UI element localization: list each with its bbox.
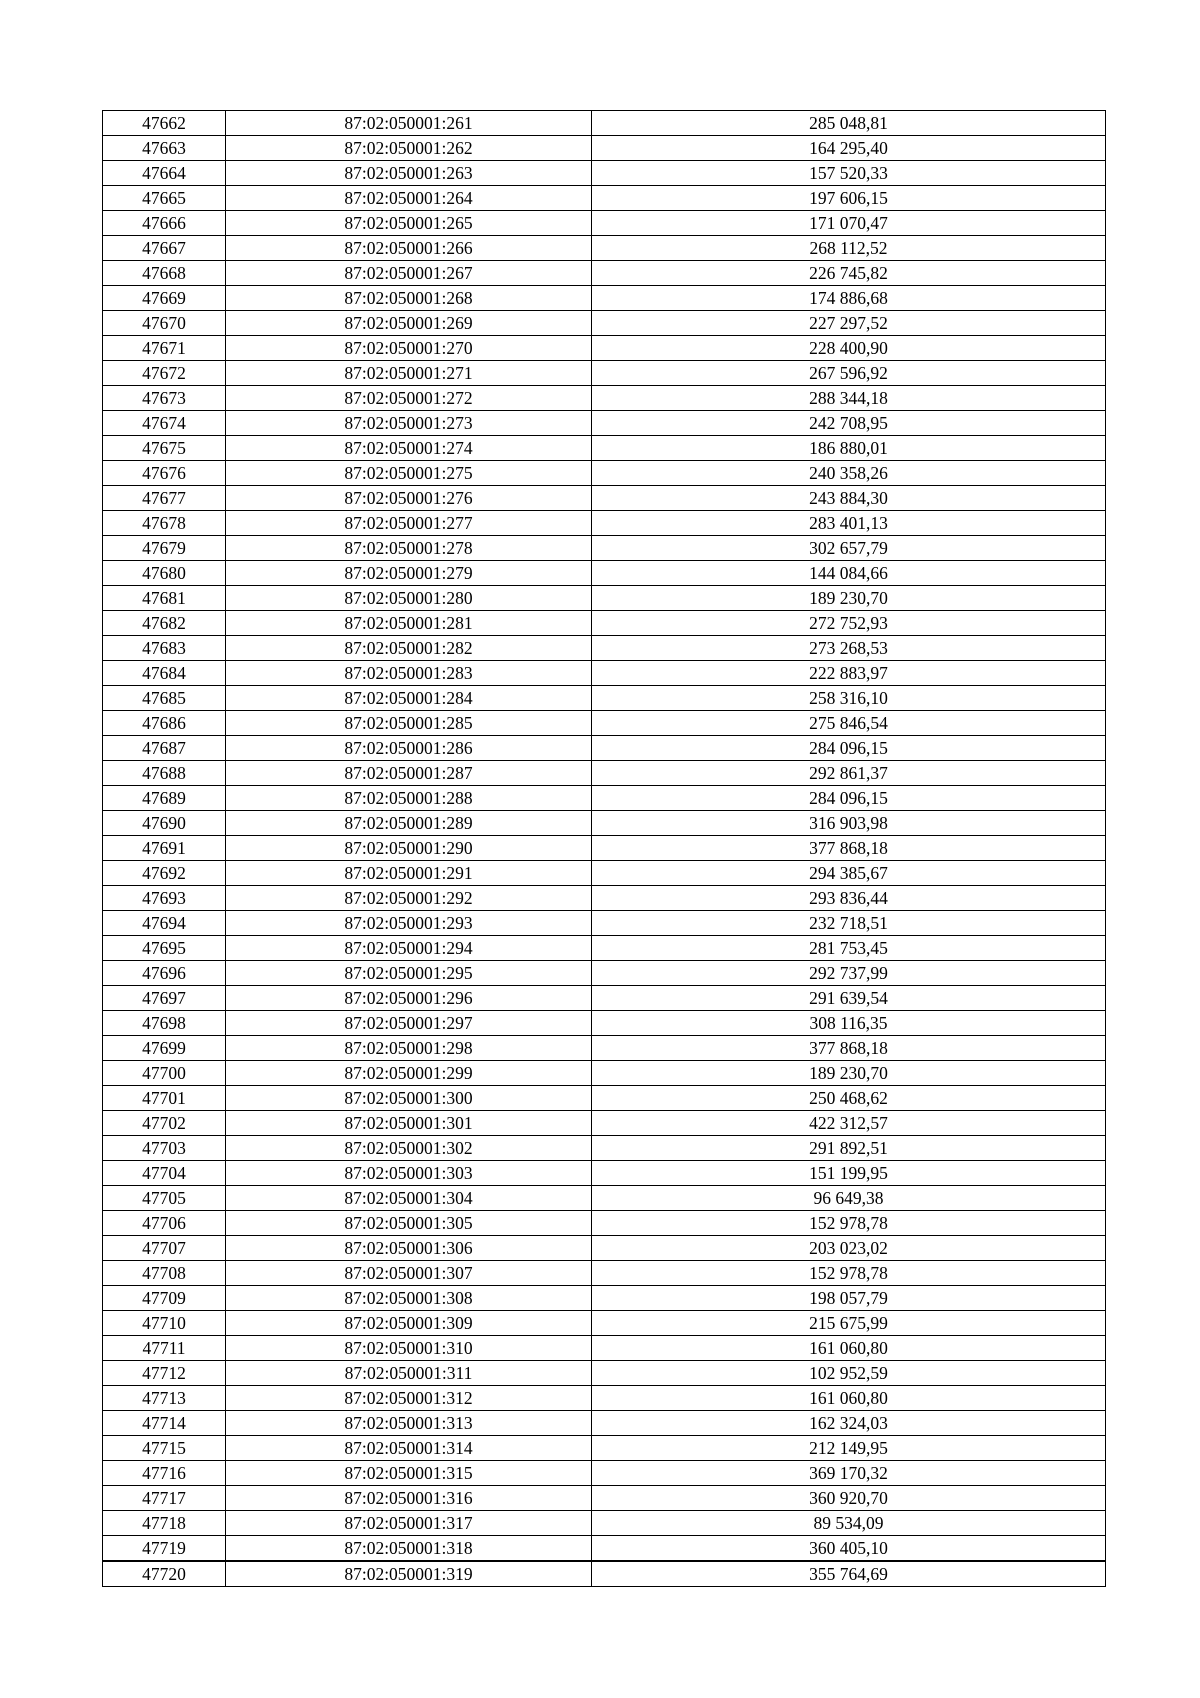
value-cell: 267 596,92: [592, 361, 1106, 386]
table-row: [103, 1136, 1106, 1161]
value-cell: 292 861,37: [592, 761, 1106, 786]
cadastral-number-cell: 87:02:050001:278: [226, 536, 592, 561]
cadastral-number-cell: 87:02:050001:312: [226, 1386, 592, 1411]
row-number-cell: 47713: [103, 1386, 226, 1411]
parcel-value-table: [102, 110, 1106, 1587]
cadastral-number-cell: 87:02:050001:280: [226, 586, 592, 611]
row-number-cell: 47680: [103, 561, 226, 586]
row-number-cell: 47703: [103, 1136, 226, 1161]
table-row: [103, 386, 1106, 411]
value-cell: 369 170,32: [592, 1461, 1106, 1486]
row-number-cell: 47706: [103, 1211, 226, 1236]
row-number-cell: 47670: [103, 311, 226, 336]
table-row: [103, 236, 1106, 261]
row-number-cell: 47667: [103, 236, 226, 261]
row-number-cell: 47691: [103, 836, 226, 861]
table-row: [103, 211, 1106, 236]
value-cell: 288 344,18: [592, 386, 1106, 411]
cadastral-number-cell: 87:02:050001:283: [226, 661, 592, 686]
table-row: [103, 1436, 1106, 1461]
value-cell: 215 675,99: [592, 1311, 1106, 1336]
cadastral-number-cell: 87:02:050001:305: [226, 1211, 592, 1236]
cadastral-number-cell: 87:02:050001:296: [226, 986, 592, 1011]
cadastral-number-cell: 87:02:050001:300: [226, 1086, 592, 1111]
value-cell: 144 084,66: [592, 561, 1106, 586]
value-cell: 284 096,15: [592, 786, 1106, 811]
cadastral-number-cell: 87:02:050001:317: [226, 1511, 592, 1536]
value-cell: 198 057,79: [592, 1286, 1106, 1311]
value-cell: 203 023,02: [592, 1236, 1106, 1261]
row-number-cell: 47720: [103, 1561, 226, 1587]
value-cell: 243 884,30: [592, 486, 1106, 511]
row-number-cell: 47712: [103, 1361, 226, 1386]
table-row: [103, 1061, 1106, 1086]
value-cell: 377 868,18: [592, 836, 1106, 861]
value-cell: 164 295,40: [592, 136, 1106, 161]
cadastral-number-cell: 87:02:050001:266: [226, 236, 592, 261]
value-cell: 171 070,47: [592, 211, 1106, 236]
row-number-cell: 47707: [103, 1236, 226, 1261]
value-cell: 174 886,68: [592, 286, 1106, 311]
table-row: [103, 561, 1106, 586]
cadastral-number-cell: 87:02:050001:264: [226, 186, 592, 211]
table-row: [103, 886, 1106, 911]
cadastral-number-cell: 87:02:050001:294: [226, 936, 592, 961]
table-row: [103, 586, 1106, 611]
table-row: [103, 1411, 1106, 1436]
value-cell: 294 385,67: [592, 861, 1106, 886]
cadastral-number-cell: 87:02:050001:261: [226, 111, 592, 136]
row-number-cell: 47698: [103, 1011, 226, 1036]
table-row: [103, 136, 1106, 161]
table-row: [103, 1236, 1106, 1261]
row-number-cell: 47689: [103, 786, 226, 811]
row-number-cell: 47672: [103, 361, 226, 386]
cadastral-number-cell: 87:02:050001:272: [226, 386, 592, 411]
table-row: [103, 1536, 1106, 1562]
row-number-cell: 47665: [103, 186, 226, 211]
value-cell: 275 846,54: [592, 711, 1106, 736]
table-row: [103, 111, 1106, 136]
table-row: [103, 1336, 1106, 1361]
value-cell: 316 903,98: [592, 811, 1106, 836]
row-number-cell: 47685: [103, 686, 226, 711]
row-number-cell: 47679: [103, 536, 226, 561]
value-cell: 293 836,44: [592, 886, 1106, 911]
table-row: [103, 961, 1106, 986]
value-cell: 272 752,93: [592, 611, 1106, 636]
table-row: [103, 711, 1106, 736]
value-cell: 189 230,70: [592, 586, 1106, 611]
row-number-cell: 47715: [103, 1436, 226, 1461]
table-row: [103, 861, 1106, 886]
value-cell: 189 230,70: [592, 1061, 1106, 1086]
row-number-cell: 47663: [103, 136, 226, 161]
cadastral-number-cell: 87:02:050001:284: [226, 686, 592, 711]
row-number-cell: 47683: [103, 636, 226, 661]
value-cell: 96 649,38: [592, 1186, 1106, 1211]
value-cell: 161 060,80: [592, 1386, 1106, 1411]
value-cell: 283 401,13: [592, 511, 1106, 536]
row-number-cell: 47708: [103, 1261, 226, 1286]
table-row: [103, 811, 1106, 836]
cadastral-number-cell: 87:02:050001:311: [226, 1361, 592, 1386]
table-row: [103, 336, 1106, 361]
cadastral-number-cell: 87:02:050001:314: [226, 1436, 592, 1461]
value-cell: 212 149,95: [592, 1436, 1106, 1461]
cadastral-number-cell: 87:02:050001:308: [226, 1286, 592, 1311]
value-cell: 152 978,78: [592, 1261, 1106, 1286]
table-row: [103, 1286, 1106, 1311]
value-cell: 102 952,59: [592, 1361, 1106, 1386]
cadastral-number-cell: 87:02:050001:285: [226, 711, 592, 736]
table-row: [103, 361, 1106, 386]
table-row: [103, 1461, 1106, 1486]
table-row: [103, 736, 1106, 761]
row-number-cell: 47717: [103, 1486, 226, 1511]
cadastral-number-cell: 87:02:050001:301: [226, 1111, 592, 1136]
table-row: [103, 661, 1106, 686]
value-cell: 222 883,97: [592, 661, 1106, 686]
table-row: [103, 161, 1106, 186]
cadastral-number-cell: 87:02:050001:275: [226, 461, 592, 486]
cadastral-number-cell: 87:02:050001:287: [226, 761, 592, 786]
table-row: [103, 1036, 1106, 1061]
row-number-cell: 47704: [103, 1161, 226, 1186]
table-row: [103, 836, 1106, 861]
row-number-cell: 47668: [103, 261, 226, 286]
row-number-cell: 47690: [103, 811, 226, 836]
value-cell: 302 657,79: [592, 536, 1106, 561]
cadastral-number-cell: 87:02:050001:289: [226, 811, 592, 836]
row-number-cell: 47676: [103, 461, 226, 486]
table-row: [103, 1561, 1106, 1587]
table-row: [103, 486, 1106, 511]
cadastral-number-cell: 87:02:050001:273: [226, 411, 592, 436]
row-number-cell: 47682: [103, 611, 226, 636]
row-number-cell: 47697: [103, 986, 226, 1011]
row-number-cell: 47678: [103, 511, 226, 536]
cadastral-number-cell: 87:02:050001:302: [226, 1136, 592, 1161]
table-row: [103, 1486, 1106, 1511]
value-cell: 161 060,80: [592, 1336, 1106, 1361]
value-cell: 228 400,90: [592, 336, 1106, 361]
cadastral-number-cell: 87:02:050001:298: [226, 1036, 592, 1061]
cadastral-number-cell: 87:02:050001:299: [226, 1061, 592, 1086]
cadastral-number-cell: 87:02:050001:262: [226, 136, 592, 161]
row-number-cell: 47681: [103, 586, 226, 611]
table-row: [103, 1311, 1106, 1336]
cadastral-number-cell: 87:02:050001:309: [226, 1311, 592, 1336]
cadastral-number-cell: 87:02:050001:304: [226, 1186, 592, 1211]
value-cell: 152 978,78: [592, 1211, 1106, 1236]
row-number-cell: 47671: [103, 336, 226, 361]
row-number-cell: 47674: [103, 411, 226, 436]
row-number-cell: 47705: [103, 1186, 226, 1211]
cadastral-number-cell: 87:02:050001:276: [226, 486, 592, 511]
value-cell: 285 048,81: [592, 111, 1106, 136]
row-number-cell: 47673: [103, 386, 226, 411]
table-row: [103, 611, 1106, 636]
table-row: [103, 261, 1106, 286]
row-number-cell: 47714: [103, 1411, 226, 1436]
row-number-cell: 47688: [103, 761, 226, 786]
value-cell: 291 639,54: [592, 986, 1106, 1011]
cadastral-number-cell: 87:02:050001:286: [226, 736, 592, 761]
cadastral-number-cell: 87:02:050001:268: [226, 286, 592, 311]
row-number-cell: 47702: [103, 1111, 226, 1136]
value-cell: 291 892,51: [592, 1136, 1106, 1161]
row-number-cell: 47675: [103, 436, 226, 461]
cadastral-number-cell: 87:02:050001:269: [226, 311, 592, 336]
cadastral-number-cell: 87:02:050001:313: [226, 1411, 592, 1436]
value-cell: 273 268,53: [592, 636, 1106, 661]
cadastral-number-cell: 87:02:050001:263: [226, 161, 592, 186]
cadastral-number-cell: 87:02:050001:319: [226, 1561, 592, 1587]
cadastral-number-cell: 87:02:050001:295: [226, 961, 592, 986]
cadastral-number-cell: 87:02:050001:293: [226, 911, 592, 936]
cadastral-number-cell: 87:02:050001:310: [226, 1336, 592, 1361]
row-number-cell: 47692: [103, 861, 226, 886]
row-number-cell: 47716: [103, 1461, 226, 1486]
cadastral-number-cell: 87:02:050001:307: [226, 1261, 592, 1286]
table-row: [103, 1161, 1106, 1186]
cadastral-number-cell: 87:02:050001:306: [226, 1236, 592, 1261]
value-cell: 226 745,82: [592, 261, 1106, 286]
row-number-cell: 47710: [103, 1311, 226, 1336]
value-cell: 268 112,52: [592, 236, 1106, 261]
row-number-cell: 47700: [103, 1061, 226, 1086]
table-row: [103, 436, 1106, 461]
table-row: [103, 1011, 1106, 1036]
table-row: [103, 636, 1106, 661]
row-number-cell: 47711: [103, 1336, 226, 1361]
value-cell: 355 764,69: [592, 1561, 1106, 1587]
row-number-cell: 47664: [103, 161, 226, 186]
table-row: [103, 1186, 1106, 1211]
row-number-cell: 47719: [103, 1536, 226, 1562]
value-cell: 186 880,01: [592, 436, 1106, 461]
row-number-cell: 47687: [103, 736, 226, 761]
table-row: [103, 536, 1106, 561]
table-row: [103, 1111, 1106, 1136]
table-row: [103, 911, 1106, 936]
cadastral-number-cell: 87:02:050001:316: [226, 1486, 592, 1511]
value-cell: 250 468,62: [592, 1086, 1106, 1111]
row-number-cell: 47669: [103, 286, 226, 311]
row-number-cell: 47686: [103, 711, 226, 736]
cadastral-number-cell: 87:02:050001:265: [226, 211, 592, 236]
value-cell: 89 534,09: [592, 1511, 1106, 1536]
value-cell: 242 708,95: [592, 411, 1106, 436]
table-row: [103, 936, 1106, 961]
value-cell: 292 737,99: [592, 961, 1106, 986]
cadastral-number-cell: 87:02:050001:282: [226, 636, 592, 661]
cadastral-number-cell: 87:02:050001:267: [226, 261, 592, 286]
table-row: [103, 1086, 1106, 1111]
value-cell: 157 520,33: [592, 161, 1106, 186]
table-row: [103, 786, 1106, 811]
row-number-cell: 47684: [103, 661, 226, 686]
cadastral-number-cell: 87:02:050001:318: [226, 1536, 592, 1562]
value-cell: 197 606,15: [592, 186, 1106, 211]
table-row: [103, 286, 1106, 311]
table-row: [103, 311, 1106, 336]
value-cell: 240 358,26: [592, 461, 1106, 486]
cadastral-number-cell: 87:02:050001:271: [226, 361, 592, 386]
cadastral-number-cell: 87:02:050001:270: [226, 336, 592, 361]
value-cell: 151 199,95: [592, 1161, 1106, 1186]
cadastral-number-cell: 87:02:050001:290: [226, 836, 592, 861]
value-cell: 281 753,45: [592, 936, 1106, 961]
value-cell: 284 096,15: [592, 736, 1106, 761]
table-row: [103, 511, 1106, 536]
value-cell: 258 316,10: [592, 686, 1106, 711]
cadastral-number-cell: 87:02:050001:279: [226, 561, 592, 586]
row-number-cell: 47696: [103, 961, 226, 986]
table-row: [103, 1211, 1106, 1236]
row-number-cell: 47694: [103, 911, 226, 936]
cadastral-number-cell: 87:02:050001:288: [226, 786, 592, 811]
value-cell: 360 920,70: [592, 1486, 1106, 1511]
cadastral-number-cell: 87:02:050001:315: [226, 1461, 592, 1486]
cadastral-number-cell: 87:02:050001:274: [226, 436, 592, 461]
row-number-cell: 47701: [103, 1086, 226, 1111]
row-number-cell: 47695: [103, 936, 226, 961]
value-cell: 162 324,03: [592, 1411, 1106, 1436]
table-row: [103, 761, 1106, 786]
value-cell: 422 312,57: [592, 1111, 1106, 1136]
cadastral-number-cell: 87:02:050001:277: [226, 511, 592, 536]
table-row: [103, 686, 1106, 711]
row-number-cell: 47677: [103, 486, 226, 511]
table-row: [103, 1361, 1106, 1386]
cadastral-number-cell: 87:02:050001:292: [226, 886, 592, 911]
table-row: [103, 986, 1106, 1011]
table-row: [103, 461, 1106, 486]
cadastral-number-cell: 87:02:050001:303: [226, 1161, 592, 1186]
cadastral-number-cell: 87:02:050001:291: [226, 861, 592, 886]
row-number-cell: 47718: [103, 1511, 226, 1536]
row-number-cell: 47699: [103, 1036, 226, 1061]
value-cell: 227 297,52: [592, 311, 1106, 336]
table-row: [103, 411, 1106, 436]
table-row: [103, 1386, 1106, 1411]
table-row: [103, 1511, 1106, 1536]
row-number-cell: 47693: [103, 886, 226, 911]
row-number-cell: 47662: [103, 111, 226, 136]
value-cell: 232 718,51: [592, 911, 1106, 936]
value-cell: 308 116,35: [592, 1011, 1106, 1036]
value-cell: 377 868,18: [592, 1036, 1106, 1061]
table-row: [103, 1261, 1106, 1286]
row-number-cell: 47666: [103, 211, 226, 236]
cadastral-number-cell: 87:02:050001:281: [226, 611, 592, 636]
cadastral-number-cell: 87:02:050001:297: [226, 1011, 592, 1036]
row-number-cell: 47709: [103, 1286, 226, 1311]
table-row: [103, 186, 1106, 211]
value-cell: 360 405,10: [592, 1536, 1106, 1562]
table-body: [103, 111, 1106, 1587]
